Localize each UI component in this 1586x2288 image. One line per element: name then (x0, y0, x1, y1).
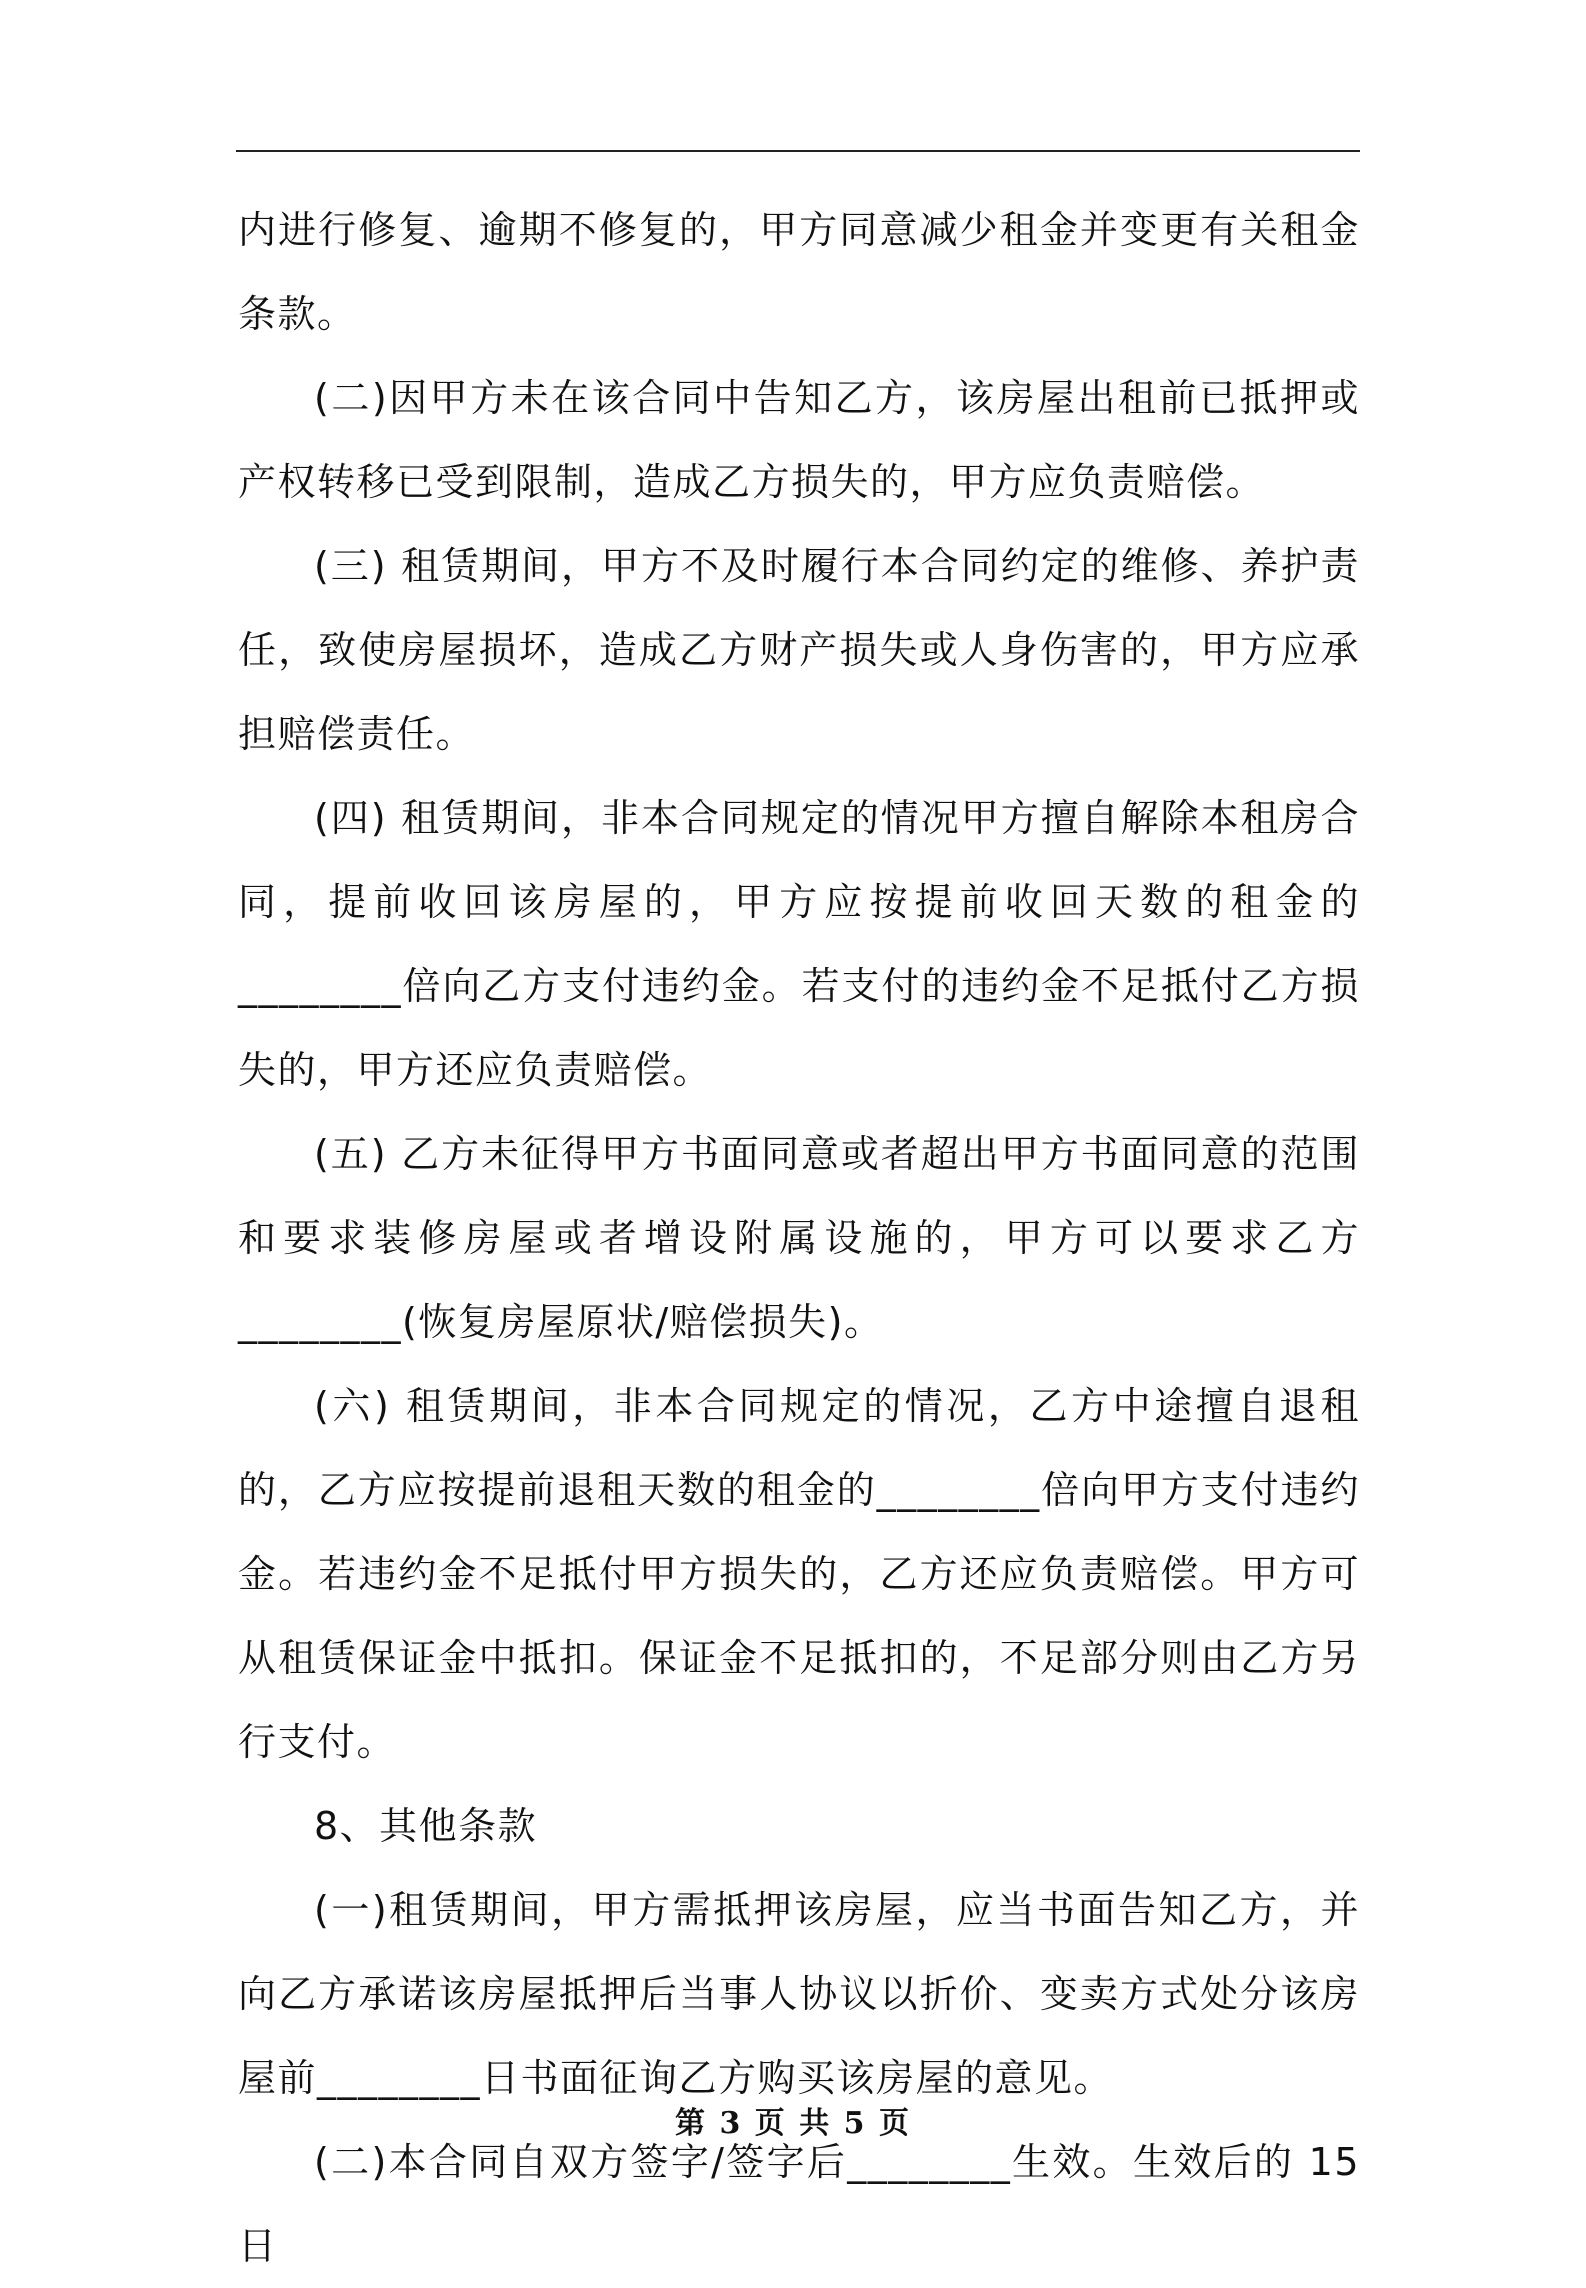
paragraph-clause-3: (三) 租赁期间，甲方不及时履行本合同约定的维修、养护责任，致使房屋损坏，造成乙方财产损失或人身伤害的，甲方应承担赔偿责任。 (238, 544, 1360, 756)
section-heading-other-terms: 8、其他条款 (314, 1804, 538, 1848)
paragraph-clause-4: (四) 租赁期间，非本合同规定的情况甲方擅自解除本租房合同，提前收回该房屋的，甲方应按提前收回天数的租金的________倍向乙方支付违约金。若支付的违约金不足抵付乙方损失的，甲方还应负责赔偿。 (238, 796, 1360, 1092)
header-rule (236, 150, 1360, 152)
paragraph-continuation: 内进行修复、逾期不修复的，甲方同意减少租金并变更有关租金条款。 (238, 208, 1360, 336)
document-body (238, 188, 1360, 2288)
page-number-footer: 第 3 页 共 5 页 (675, 2106, 911, 2141)
paragraph-clause-6: (六) 租赁期间，非本合同规定的情况，乙方中途擅自退租的，乙方应按提前退租天数的租金的________倍向甲方支付违约金。若违约金不足抵付甲方损失的，乙方还应负责赔偿。甲方可从租赁保证金中抵扣。保证金不足抵扣的，不足部分则由乙方另行支付。 (238, 1384, 1360, 1764)
paragraph-clause-5: (五) 乙方未征得甲方书面同意或者超出甲方书面同意的范围和要求装修房屋或者增设附属设施的，甲方可以要求乙方________(恢复房屋原状/赔偿损失)。 (238, 1132, 1360, 1344)
paragraph-other-clause-1: (一)租赁期间，甲方需抵押该房屋，应当书面告知乙方，并向乙方承诺该房屋抵押后当事人协议以折价、变卖方式处分该房屋前________日书面征询乙方购买该房屋的意见。 (238, 1888, 1360, 2100)
paragraph-clause-2: (二)因甲方未在该合同中告知乙方，该房屋出租前已抵押或产权转移已受到限制，造成乙方损失的，甲方应负责赔偿。 (238, 376, 1360, 504)
paragraph-other-clause-2: (二)本合同自双方签字/签字后________生效。生效后的 15 日 (238, 2140, 1360, 2268)
